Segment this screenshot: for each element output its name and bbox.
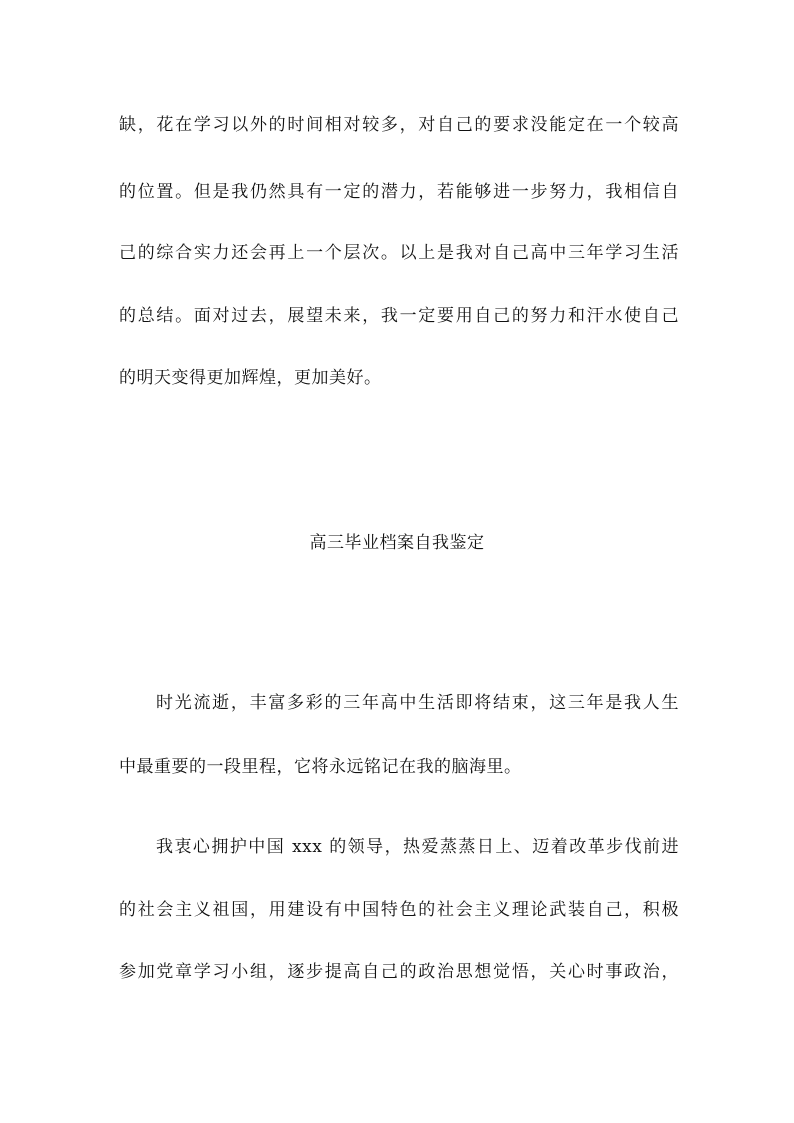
text-line: 己的综合实力还会再上一个层次。以上是我对自己高中三年学习生活 [119, 243, 679, 263]
paragraph-first-line: 我衷心拥护中国 xxx 的领导，热爱蒸蒸日上、迈着改革步伐前进 [156, 837, 679, 857]
text-line: 缺，花在学习以外的时间相对较多，对自己的要求没能定在一个较高 [119, 115, 679, 135]
paragraph-first-line: 时光流逝，丰富多彩的三年高中生活即将结束，这三年是我人生 [156, 693, 679, 713]
text-line: 的明天变得更加辉煌，更加美好。 [119, 368, 382, 388]
text-line: 的位置。但是我仍然具有一定的潜力，若能够进一步努力，我相信自 [119, 182, 679, 202]
text-line: 的总结。面对过去，展望未来，我一定要用自己的努力和汗水使自己 [119, 306, 679, 326]
text-line: 中最重要的一段里程，它将永远铭记在我的脑海里。 [119, 757, 522, 777]
document-title: 高三毕业档案自我鉴定 [309, 533, 485, 553]
text-line: 参加党章学习小组，逐步提高自己的政治思想觉悟，关心时事政治， [119, 962, 679, 982]
text-line: 的社会主义祖国，用建设有中国特色的社会主义理论武装自己，积极 [119, 900, 679, 920]
